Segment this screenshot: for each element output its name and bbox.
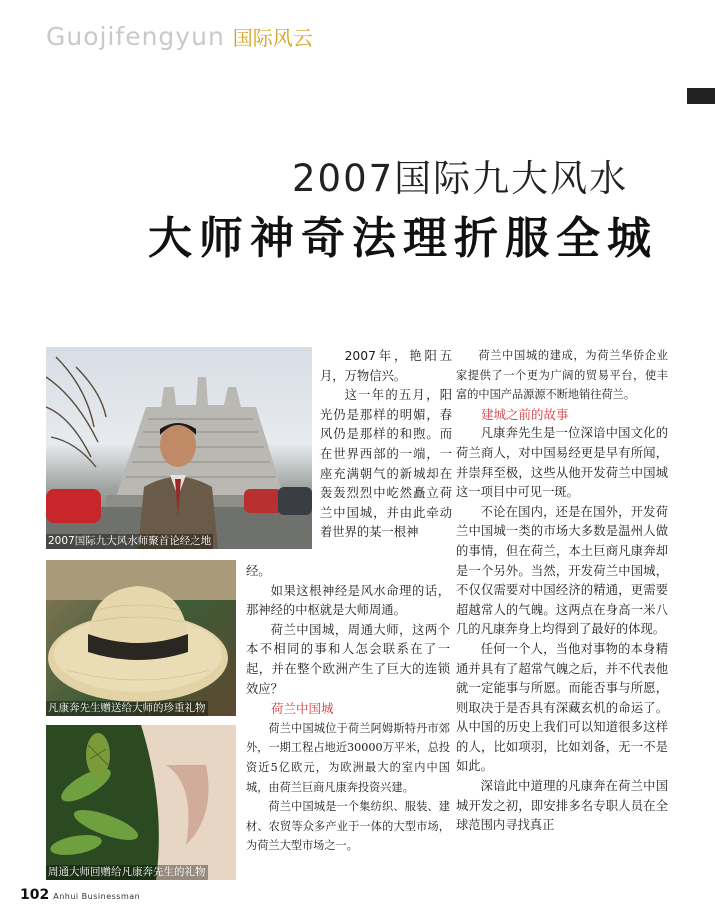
paragraph: 经。	[246, 564, 271, 578]
paragraph: 荷兰中国城的建成，为荷兰华侨企业家提供了一个更为广阔的贸易平台，使丰富的中国产品源源不断地销往荷兰。	[456, 349, 668, 402]
section-name-english: Guojifengyun	[46, 22, 225, 51]
section-header	[46, 22, 313, 51]
article-title-line2: 大师神奇法理折服全城	[148, 213, 658, 264]
edge-tab	[687, 88, 715, 104]
photo-straw-hat	[46, 560, 236, 716]
paragraph: 任何一个人，当他对事物的本身精通并具有了超常气魄之后，并不代表他就一定能事与所愿。而能否事与所愿，则取决于是否具有深藏玄机的命运了。从中国的历史上我们可以知道很多这样的人，比如项羽，比如刘备，无一不是如此。	[456, 641, 668, 774]
paragraph: 深谙此中道理的凡康奔在荷兰中国城开发之初，即安排多名专职人员在全球范围内寻找真正	[456, 779, 668, 833]
text-column-right	[456, 346, 668, 836]
page-number: 102	[20, 887, 50, 903]
paragraph: 2007年，艳阳五月，万物信兴。	[320, 349, 452, 383]
article-title-line1: 2007国际九大风水	[292, 157, 629, 200]
section-name-chinese: 国际风云	[232, 26, 313, 50]
paragraph: 荷兰中国城位于荷兰阿姆斯特丹市郊外，一期工程占地近30000万平米，总投资近5亿欧元，为欧洲最大的室内中国城，由荷兰巨商凡康奔投资兴建。	[246, 721, 450, 794]
paragraph: 凡康奔先生是一位深谙中国文化的荷兰商人，对中国易经更是早有所闻，并崇拜至极，这些从他开发荷兰中国城这一项目中可见一斑。	[456, 426, 668, 500]
paragraph: 不论在国内，还是在国外，开发荷兰中国城一类的市场大多数是温州人做的事情，但在荷兰，本土巨商凡康奔却是一个另外。当然，开发荷兰中国城，不仅仅需要对中国经济的精通，更需要超越常人的气魄。这两点在身高一米八几的凡康奔身上均得到了最好的体现。	[456, 504, 668, 637]
page-footer	[20, 884, 140, 903]
magazine-name: Anhui Businessman	[53, 892, 141, 901]
photo-building-illustration	[46, 347, 312, 549]
photo-plant-gift	[46, 725, 236, 880]
subheading-chinatown: 荷兰中国城	[271, 701, 334, 717]
photo-caption-building: 2007国际九大风水师聚首论经之地	[48, 535, 212, 547]
paragraph: 这一年的五月，阳光仍是那样的明媚，春风仍是那样的和煦。而在世界西部的一端，一座充满朝气的新城却在轰轰烈烈中屹然矗立荷兰中国城，并由此牵动着世界的某一根神	[320, 388, 452, 540]
photo-hat-illustration	[46, 560, 236, 716]
text-column-middle-top	[320, 347, 452, 543]
photo-caption-plant: 周通大师回赠给凡康奔先生的礼物	[48, 866, 206, 878]
photo-caption-hat: 凡康奔先生赠送给大师的珍重礼物	[48, 702, 206, 714]
photo-chinatown-building	[46, 347, 312, 549]
paragraph: 荷兰中国城是一个集纺织、服装、建材、农贸等众多产业于一体的大型市场，为荷兰大型市场之一。	[246, 800, 450, 853]
subheading-story: 建城之前的故事	[481, 406, 569, 422]
text-column-middle	[246, 562, 450, 856]
paragraph: 荷兰中国城，周通大师，这两个本不相同的事和人怎会联系在了一起，并在整个欧洲产生了巨大的连锁效应？	[246, 622, 450, 696]
photo-plant-illustration	[46, 725, 236, 880]
paragraph: 如果这根神经是风水命理的话，那神经的中枢就是大师周通。	[246, 583, 450, 618]
